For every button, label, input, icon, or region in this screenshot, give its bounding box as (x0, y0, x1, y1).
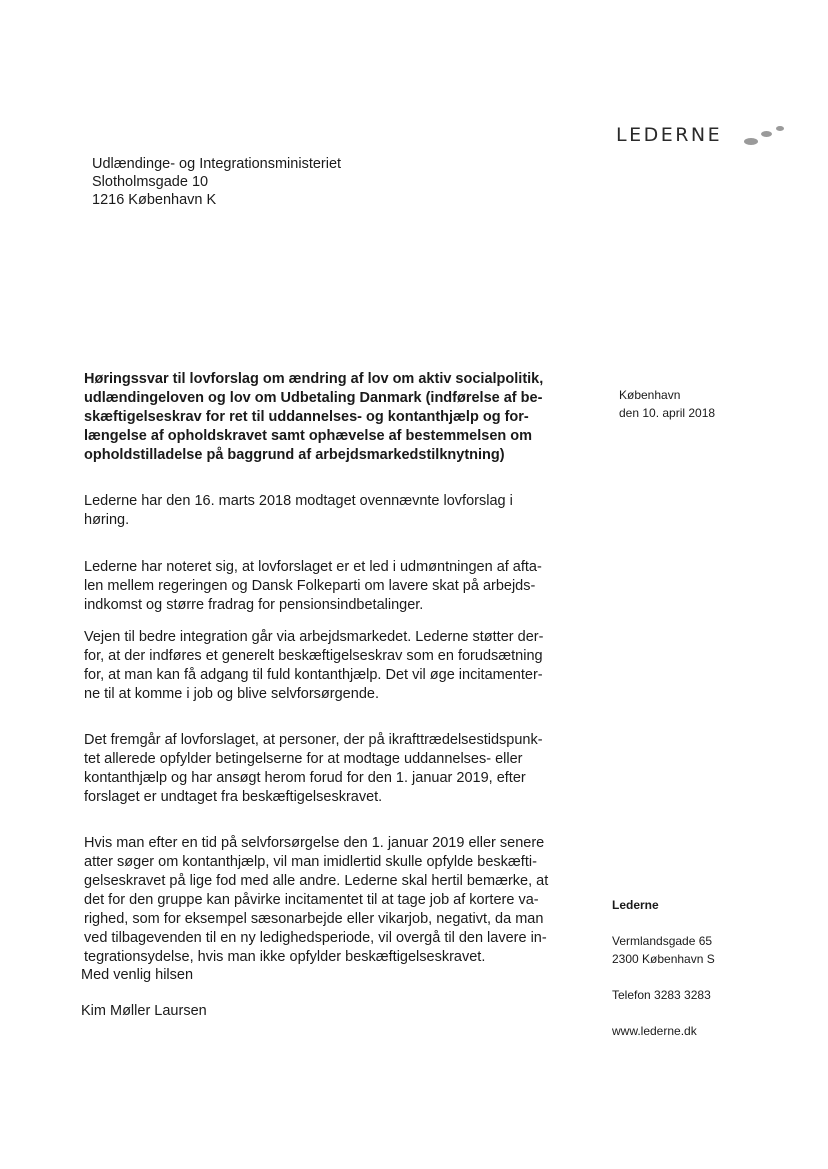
paragraph (84, 628, 560, 704)
subject-line: udlændingeloven og lov om Udbetaling Danmark (indførelse af be- (84, 390, 543, 406)
letter-body (84, 370, 560, 967)
recipient-line: Udlændinge- og Integrationsministeriet (92, 156, 342, 172)
paragraph (84, 558, 560, 615)
paragraph-line: for, at der indføres et generelt beskæftigelseskrav som en forudsætning (84, 648, 543, 664)
subject-line: længelse af opholdskravet samt ophævelse af bestemmelsen om (84, 428, 533, 444)
paragraph-line: kontanthjælp og har ansøgt herom forud for den 1. januar 2019, efter (84, 770, 526, 786)
sender-address-line: Vermlandsgade 65 (612, 934, 713, 948)
paragraph-line: Hvis man efter en tid på selvforsørgelse den 1. januar 2019 eller senere (84, 835, 545, 851)
subject-line: Høringssvar til lovforslag om ændring af lov om aktiv socialpolitik, (84, 371, 544, 387)
logo-wordmark: LEDERNE (616, 124, 723, 146)
recipient-line: Slotholmsgade 10 (92, 174, 209, 190)
paragraph-line: indkomst og større fradrag for pensionsindbetalinger. (84, 597, 424, 613)
sender-phone: Telefon 3283 3283 (612, 988, 711, 1002)
paragraph (84, 731, 560, 807)
paragraph-line: tegrationsydelse, hvis man ikke opfylder beskæftigelseskravet. (84, 949, 486, 965)
paragraph (84, 492, 560, 530)
place-date (619, 386, 715, 422)
closing-greeting: Med venlig hilsen (81, 967, 194, 983)
sender-address-line: 2300 København S (612, 952, 715, 966)
paragraph-line: len mellem regeringen og Dansk Folkeparti om lavere skat på arbejds- (84, 578, 536, 594)
paragraph-line: Lederne har den 16. marts 2018 modtaget ovennævnte lovforslag i (84, 493, 513, 509)
place: København (619, 388, 681, 402)
sender-org: Lederne (612, 898, 659, 912)
subject-line: opholdstilladelse på baggrund af arbejdsmarkedstilknytning) (84, 447, 505, 463)
paragraph-line: Det fremgår af lovforslaget, at personer, der på ikrafttrædelsestidspunk- (84, 732, 543, 748)
paragraph-line: tet allerede opfylder betingelserne for at modtage uddannelses- eller (84, 751, 523, 767)
paragraph-line: ved tilbagevenden til en ny ledighedsperiode, vil overgå til den lavere in- (84, 930, 547, 946)
paragraph-line: for, at man kan få adgang til fuld kontanthjælp. Det vil øge incitamenter- (84, 667, 543, 683)
sender-website[interactable]: www.lederne.dk (612, 1024, 697, 1038)
signature-name: Kim Møller Laursen (81, 1003, 207, 1019)
logo-dots-icon (744, 126, 804, 150)
paragraph-line: Lederne har noteret sig, at lovforslaget er et led i udmøntningen af afta- (84, 559, 542, 575)
subject-line: skæftigelseskrav for ret til uddannelses- og kontanthjælp og for- (84, 409, 529, 425)
letter-subject (84, 370, 560, 465)
lederne-logo (616, 124, 722, 154)
recipient-line: 1216 København K (92, 192, 217, 208)
paragraph-line: gelseskravet på lige fod med alle andre. Lederne skal hertil bemærke, at (84, 873, 549, 889)
paragraph-line: Vejen til bedre integration går via arbejdsmarkedet. Lederne støtter der- (84, 629, 544, 645)
paragraph-line: det for den gruppe kan påvirke incitamentet til at tage job af kortere va- (84, 892, 539, 908)
paragraph-line: atter søger om kontanthjælp, vil man imidlertid skulle opfylde beskæfti- (84, 854, 537, 870)
paragraph-line: ne til at komme i job og blive selvforsørgende. (84, 686, 379, 702)
paragraph-line: righed, som for eksempel sæsonarbejde eller vikarjob, negativt, da man (84, 911, 544, 927)
paragraph (84, 834, 560, 967)
recipient-address (92, 155, 341, 209)
sender-info (612, 896, 715, 1040)
paragraph-line: høring. (84, 512, 130, 528)
paragraph-line: forslaget er undtaget fra beskæftigelseskravet. (84, 789, 383, 805)
date: den 10. april 2018 (619, 406, 716, 420)
